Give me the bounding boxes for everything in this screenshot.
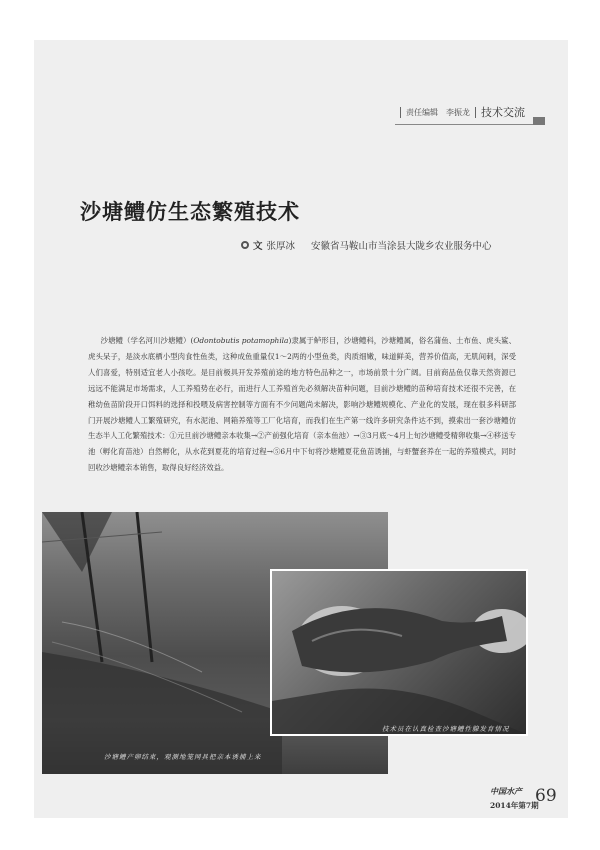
issue-number: 2014年第7期 (490, 801, 539, 810)
byline-prefix: 文 (253, 241, 263, 252)
column-header (395, 104, 525, 120)
article-title: 沙塘鳢仿生态繁殖技术 (80, 199, 300, 224)
header-divider (400, 107, 401, 118)
author-name: 张厚冰 (266, 241, 296, 252)
editor-name: 李振龙 (446, 107, 470, 117)
left-photo-caption: 沙塘鳢产卵结束，观测地笼网具把亲本诱捕上来 (104, 753, 262, 761)
author-affiliation: 安徽省马鞍山市当涂县大陇乡农业服务中心 (311, 241, 492, 252)
latin-name: Odontobutis potamophila (193, 336, 289, 345)
article-body (88, 333, 516, 476)
header-rule-block (533, 117, 545, 125)
photo-fish-inspection-scene (272, 571, 526, 734)
byline-circle-icon (241, 241, 249, 249)
editor-label: 责任编辑 (406, 107, 438, 117)
page-number: 69 (535, 786, 557, 806)
header-rule (395, 124, 545, 125)
right-photo-caption: 技术员在认真检查沙塘鳢性腺发育情况 (382, 725, 510, 733)
section-name: 技术交流 (481, 106, 525, 119)
byline (241, 238, 492, 252)
body-main: )隶属于鲈形目，沙塘鳢科，沙塘鳢属，俗名蒲鱼、土布鱼、虎头鲨、虎头呆子，是淡水底栖小型肉食性鱼类，这种成鱼重量仅1～2两的小型鱼类，肉质细嫩，味道鲜美，营养价值高，无肌间刺，深受人们喜爱，特别适宜老人小孩吃。是目前极具开发养殖前途的地方特色品种之一，市场前景十分广阔。目前商品鱼仅靠天然资源已远远不能满足市场需求，人工养殖势在必行，而进行人工养殖首先必须解决苗种问题，目前沙塘鳢的苗种培育技术还很不完善，在稚幼鱼苗阶段开口饵料的选择和投喂及病害控制等方面有不少问题尚未解决，影响沙塘鳢规模化、产业化的发展，现在很多科研部门开展沙塘鳢人工繁殖研究，有水泥池、网箱养殖等工厂化培育，而我们在生产第一线许多研究条件达不到，摸索出一套沙塘鳢仿生态半人工化繁殖技术：①元旦前沙塘鳢亲本收集→②产前强化培育（亲本鱼池）→③3月底～4月上旬沙塘鳢受精卵收集→④移送专池（孵化育苗池）自然孵化，从水花到夏花的培育过程→⑤6月中下旬将沙塘鳢夏花鱼苗诱捕，与虾蟹套养在一起的养殖模式，同时回收沙塘鳢亲本销售，取得良好经济效益。 (88, 336, 516, 473)
header-divider (475, 107, 476, 118)
photo-fish-inspection (270, 569, 528, 736)
body-intro: 沙塘鳢（学名河川沙塘鳢）( (100, 336, 194, 345)
magazine-brand: 中国水产 (490, 786, 522, 796)
